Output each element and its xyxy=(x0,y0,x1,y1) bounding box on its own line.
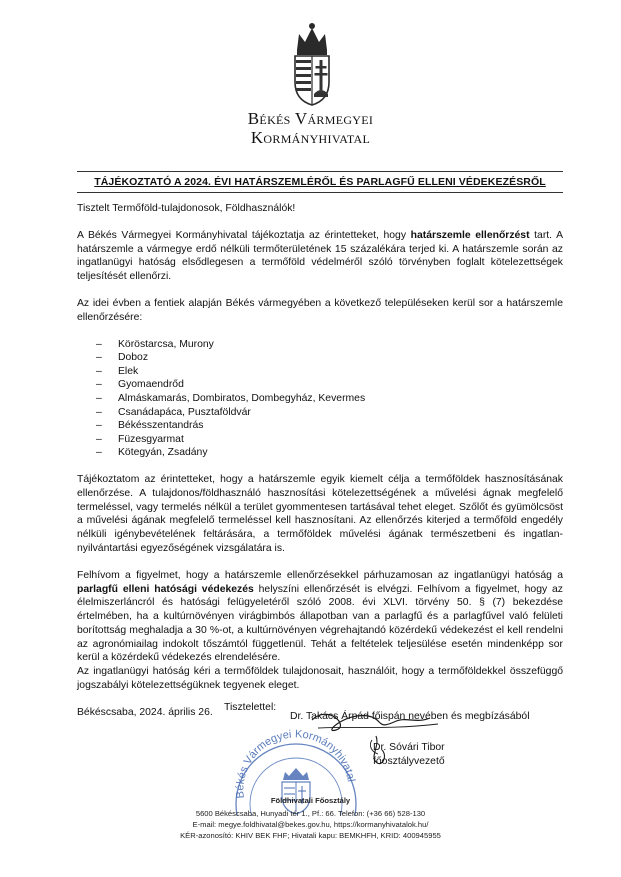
closing: Tisztelettel: xyxy=(224,702,277,713)
list-item: – Doboz xyxy=(96,352,149,364)
paragraph-intro: A Békés Vármegyei Kormányhivatal tájékoztatja az érintetteket, hogy határszemle ellenőrzést tart. A határszemle a vármegye erdő nélküli termőterületének 15 százalékára terjed ki. A határszemle során az ingatlanügyi hatóság elsődlegesen a termőföld védelméről szóló törvényben foglalt kötelezettségek teljesítését ellenőrzi. xyxy=(77,229,564,283)
signatory-name: Dr. Sóvári Tibor xyxy=(373,742,445,753)
footer-department: Földhivatali Főosztály xyxy=(270,796,351,805)
title-bottom-rule xyxy=(77,192,563,193)
paragraph-ragweed: Felhívom a figyelmet, hogy a határszemle ellenőrzésekkel párhuzamosan az ingatlanügyi hatóság a parlagfű elleni hatósági védekezés helyszíni ellenőrzését is elvégzi. Felhívom a figyelmet, hogy az élelmiszerláncról és hatósági felügyeletéről szóló 2008. évi XLVI. törvény 50. § (7) bekezdése értelmében, ha a kultúrnövényen virágbimbós állapotban van a parlagfű és a parlagfűvel való felületi borítottság meghaladja a 30 %-ot, a kultúrnövényen végrehajtandó közérdekű védekezést el kell rendelni az agronómiailag indokolt tőszámtól függetlenül. Tehát a feltételek teljesülése esetén mindenképp sor kerül a közérdekű védekezés elrendelésére. xyxy=(77,569,563,664)
paragraph-land-use: Tájékoztatom az érintetteket, hogy a határszemle egyik kiemelt célja a termőföldek hasznosításának ellenőrzése. A tulajdonos/földhasználó hasznosítási kötelezettségének a művelési ágnak megfelelő termeléssel, vagy termelés nélkül a terület gyommentesen tartásával tehet eleget. Szőlőt és gyümölcsöst a művelési ágának megfelelő termeléssel kell hasznosítani. Az ellenőrzés kiterjed a termőföld engedély nélküli igénybevételének feltárására, a termőföldek művelési ágának természetbeni és ingatlan-nyilvántartási egyezőségének vizsgálatára is. xyxy=(77,473,563,554)
document-title: TÁJÉKOZTATÓ A 2024. ÉVI HATÁRSZEMLÉRŐL ÉS PARLAGFŰ ELLENI VÉDEKEZÉSRŐL xyxy=(94,176,546,188)
hungarian-coat-of-arms-icon xyxy=(291,20,333,106)
list-item: – Csanádapáca, Pusztaföldvár xyxy=(96,406,251,418)
paragraph-settlements-intro: Az idei évben a fentiek alapján Békés vármegyében a következő településeken kerül sor a határszemle ellenőrzésére: xyxy=(77,297,563,323)
footer-address: 5600 Békéscsaba, Hunyadi tér 1., Pf.: 66. Telefon: (+36 66) 528-130 xyxy=(195,809,426,818)
list-item: – Elek xyxy=(96,365,139,377)
greeting: Tisztelt Termőföld-tulajdonosok, Földhasználók! xyxy=(77,203,296,214)
org-name-line1: Békés Vármegyei xyxy=(247,109,374,128)
list-item: – Köröstarcsa, Murony xyxy=(96,338,214,350)
signatory-role: főosztályvezető xyxy=(373,756,445,767)
list-item: – Békésszentandrás xyxy=(96,420,204,432)
list-item: – Gyomaendrőd xyxy=(96,379,184,391)
list-item: – Almáskamarás, Dombiratos, Dombegyház, Kevermes xyxy=(96,392,366,404)
footer-ids: KÉR-azonosító: KHIV BEK FHF; Hivatali kapu: BEMKHFH, KRID: 400945955 xyxy=(180,831,441,840)
letter-body xyxy=(77,202,563,720)
title-top-rule xyxy=(77,171,563,172)
paragraph-request: Az ingatlanügyi hatóság kéri a termőföldek tulajdonosait, használóit, hogy a termőföldekkel összefüggő jogszabályi kötelezettségüknek tegyenek eleget. xyxy=(77,666,563,692)
footer-contacts: E-mail: megye.foldhivatal@bekes.gov.hu, https://kormanyhivatalok.hu/ xyxy=(192,820,429,829)
list-item: – Kötegyán, Zsadány xyxy=(96,447,208,459)
date-line: Békéscsaba, 2024. április 26. xyxy=(77,706,213,718)
settlement-list xyxy=(77,338,563,460)
org-name-line2: Kormányhivatal xyxy=(250,128,371,147)
signature-on-behalf: Dr. Takács Árpád főispán nevében és megbízásából xyxy=(290,711,530,722)
list-item: – Füzesgyarmat xyxy=(96,433,184,445)
stamp-text: Békés Vármegyei Kormányhivatal xyxy=(234,728,357,799)
